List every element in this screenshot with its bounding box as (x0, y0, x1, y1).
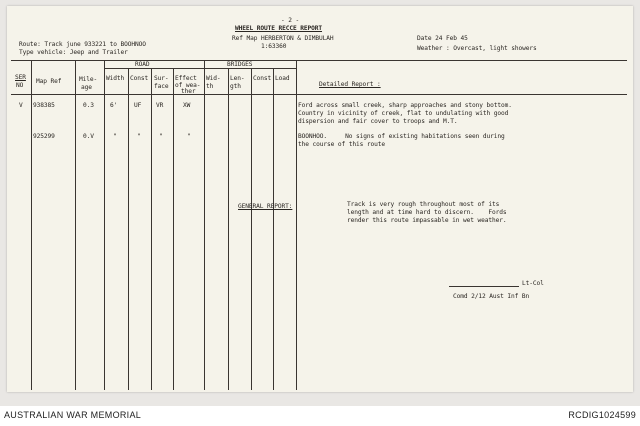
column-divider (251, 68, 252, 390)
road-group-label: ROAD (135, 61, 150, 68)
general-report-label: GENERAL REPORT: (238, 203, 293, 210)
col-bridge-width-2: th (206, 83, 214, 90)
col-bridge-width: Wid- (206, 75, 221, 82)
road-group-rule (104, 68, 204, 69)
row-1-report-line-3: dispersion and fair cover to troops and M.T. (298, 118, 458, 125)
route-line: Route: Track june 933221 to BOOHNOO (19, 41, 146, 48)
general-report-line-1: Track is very rough throughout most of its (347, 201, 500, 208)
row-2-const: " (137, 133, 141, 140)
vehicle-line: Type vehicle: Jeep and Trailer (19, 49, 128, 56)
col-effect-3: ther (181, 88, 196, 95)
col-const: Const (130, 75, 149, 82)
column-divider (104, 60, 105, 390)
col-bridge-length-2: gth (230, 83, 241, 90)
document-page (7, 6, 633, 392)
col-bridge-const: Const (253, 75, 272, 82)
column-divider (128, 68, 129, 390)
general-report-line-2: length and at time hard to discern. Fords (347, 209, 507, 216)
column-divider (173, 68, 174, 390)
col-mapref: Map Ref (36, 78, 62, 85)
weather-line: Weather : Overcast, light showers (417, 45, 537, 52)
row-2-mapref: 925299 (33, 133, 55, 140)
row-2-report-line-1: BOONHOO. No signs of existing habitations seen during (298, 133, 505, 140)
col-detailed-report: Detailed Report : (319, 81, 381, 88)
col-mileage: Mile- (79, 76, 98, 83)
column-divider (204, 60, 205, 390)
row-1-ser: V (19, 102, 23, 109)
row-2-mileage: 0.V (83, 133, 94, 140)
report-date: Date 24 Feb 45 (417, 35, 468, 42)
col-mileage-2: age (81, 84, 92, 91)
ref-map: Ref Map HERBERTON & DIMBULAH (232, 35, 334, 42)
row-1-surface: VR (156, 102, 164, 109)
col-ser: SER (15, 74, 26, 81)
row-2-effect: " (187, 133, 191, 140)
bridges-group-label: BRIDGES (227, 61, 253, 68)
map-scale: 1:63360 (261, 43, 287, 50)
row-1-report-line-1: Ford across small creek, sharp approaches and stony bottom. (298, 102, 512, 109)
row-2-width: " (113, 133, 117, 140)
archive-name: AUSTRALIAN WAR MEMORIAL (4, 410, 142, 420)
col-no: NO (16, 82, 24, 89)
col-surface: Sur- (154, 75, 169, 82)
column-divider (296, 60, 297, 390)
column-divider (273, 68, 274, 390)
row-1-effect: XW (183, 102, 191, 109)
row-1-mapref: 938385 (33, 102, 55, 109)
page-number: - 2 - (281, 17, 300, 24)
col-bridge-length: Len- (230, 75, 245, 82)
row-1-width: 6' (110, 102, 118, 109)
signature-unit: Comd 2/12 Aust Inf Bn (453, 293, 530, 300)
row-1-mileage: 0.3 (83, 102, 94, 109)
column-divider (151, 68, 152, 390)
col-load: Load (275, 75, 290, 82)
row-2-surface: " (159, 133, 163, 140)
document-title: WHEEL ROUTE RECCE REPORT (235, 25, 323, 32)
general-report-line-3: render this route impassable in wet weather. (347, 217, 507, 224)
col-effect: Effect (175, 75, 197, 82)
col-width: Width (106, 75, 125, 82)
col-effect-2: of wea- (175, 82, 201, 89)
column-divider (75, 60, 76, 390)
column-divider (31, 60, 32, 390)
signature-line (449, 286, 519, 287)
signature-rank: Lt-Col (522, 280, 544, 287)
archive-footer (0, 406, 640, 426)
column-divider (228, 68, 229, 390)
row-1-report-line-2: Country in vicinity of creek, flat to undulating with good (298, 110, 509, 117)
col-surface-2: face (154, 83, 169, 90)
row-2-report-line-2: the course of this route (298, 141, 386, 148)
archive-id: RCDIG1024599 (568, 410, 636, 420)
row-1-const: UF (134, 102, 142, 109)
